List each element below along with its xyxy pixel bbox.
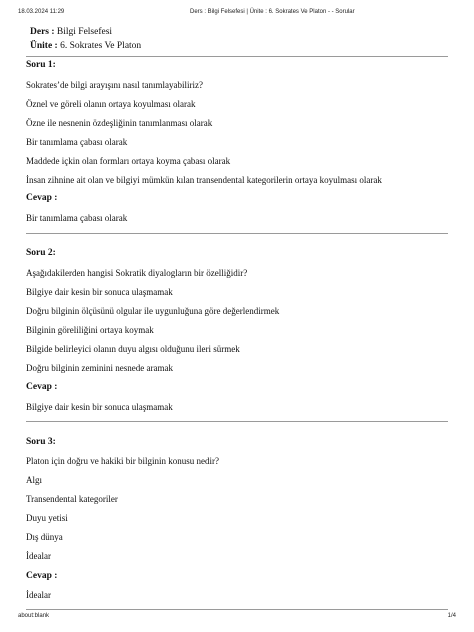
correct-answer: Bilgiye dair kesin bir sonuca ulaşmamak [26,402,173,412]
print-page-title: Ders : Bilgi Felsefesi | Ünite : 6. Sokrates Ve Platon - - Sorular [190,9,355,15]
answer-option: İnsan zihnine ait olan ve bilgiyi mümkün kılan transendental kategorilerin ortaya koyulması olarak [26,175,382,185]
answer-option: Özne ile nesnenin özdeşliğinin tanımlanması olarak [26,118,213,128]
question-text: Platon için doğru ve hakiki bir bilginin konusu nedir? [26,456,219,466]
answer-option: Algı [26,475,43,485]
unit-line [30,39,141,53]
answer-option: Duyu yetisi [26,513,68,523]
answer-option: Maddede içkin olan formları ortaya koyma çabası olarak [26,156,231,166]
answer-option: Bilgide belirleyici olanın duyu algısı olduğunu ileri sürmek [26,344,240,354]
correct-answer: Bir tanımlama çabası olarak [26,213,128,223]
answer-label: Cevap : [26,193,58,203]
answer-option: Dış dünya [26,532,63,542]
question-title: Soru 1: [26,60,56,70]
answer-option: Doğru bilginin ölçüsünü olgular ile uygunluğuna göre değerlendirmek [26,306,280,316]
course-value: Bilgi Felsefesi [54,27,113,37]
unit-label: Ünite : [30,41,58,51]
divider [26,233,448,234]
course-label: Ders : [30,27,55,37]
answer-option: Bilginin göreliliğini ortaya koymak [26,325,154,335]
unit-value: 6. Sokrates Ve Platon [57,41,142,51]
answer-option: İdealar [26,551,51,561]
print-url: about:blank [18,613,50,619]
answer-option: Bilgiye dair kesin bir sonuca ulaşmamak [26,287,173,297]
print-page-number: 1/4 [447,613,456,619]
question-text: Sokrates’de bilgi arayışını nasıl tanımlayabiliriz? [26,80,203,90]
divider [26,56,448,57]
answer-option: Doğru bilginin zeminini nesnede aramak [26,363,173,373]
correct-answer: İdealar [26,590,51,600]
answer-option: Bir tanımlama çabası olarak [26,137,128,147]
question-title: Soru 3: [26,437,56,447]
divider [26,421,448,422]
print-datetime: 18.03.2024 11:29 [18,9,65,15]
answer-option: Transendental kategoriler [26,494,118,504]
document-meta [30,25,141,53]
course-line [30,25,141,39]
answer-label: Cevap : [26,382,58,392]
question-title: Soru 2: [26,248,56,258]
divider [26,609,448,610]
answer-option: Öznel ve göreli olanın ortaya koyulması olarak [26,99,196,109]
question-text: Aşağıdakilerden hangisi Sokratik diyalogların bir özelliğidir? [26,268,248,278]
answer-label: Cevap : [26,571,58,581]
